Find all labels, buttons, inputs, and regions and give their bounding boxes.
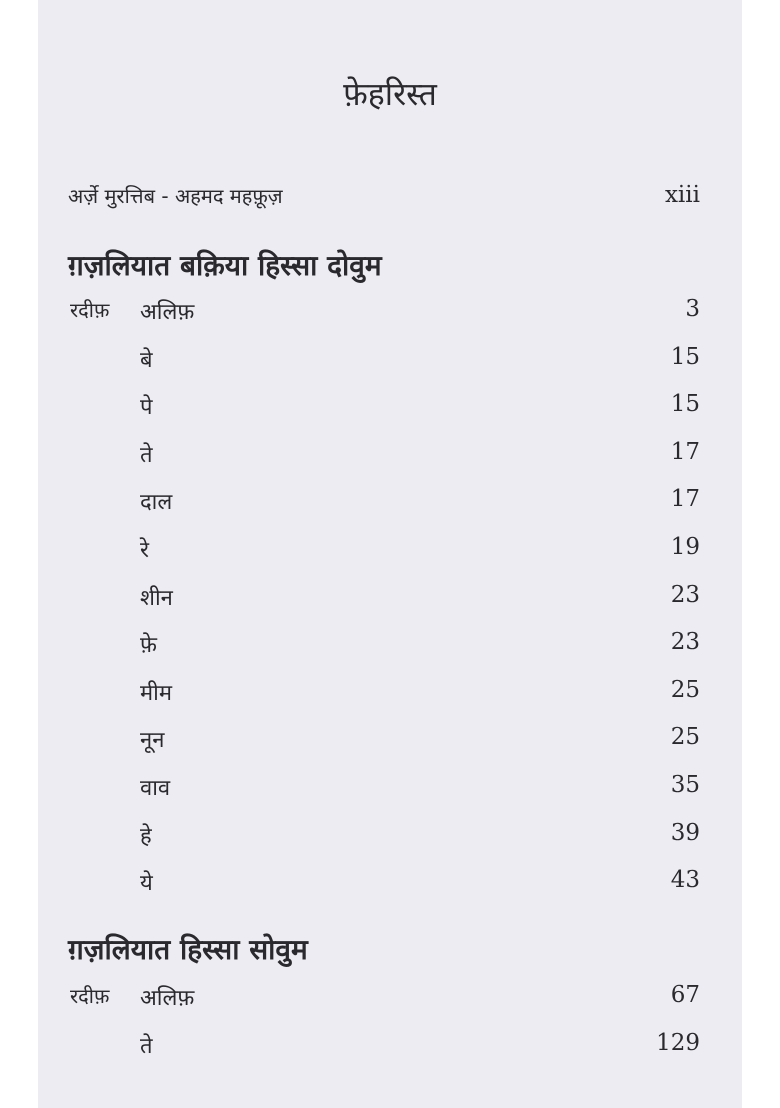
toc-entry-page: 19 [670,534,700,560]
toc-entry-page: 15 [670,391,700,418]
toc-entry [0,582,780,622]
toc-entry [0,1030,780,1070]
toc-entry-label: हे [140,823,152,849]
toc-entry-label: रे [140,538,149,563]
toc-entry-label: वाव [140,776,171,801]
toc-entry-page: 23 [670,581,700,608]
toc-entry-page: 15 [670,343,700,370]
toc-intro-row [0,182,780,222]
toc-entry [0,439,780,479]
toc-entry-page: 39 [670,819,700,846]
toc-entry-label: अलिफ़ [140,986,195,1011]
toc-entry-prefix: रदीफ़ [70,984,110,1008]
toc-entry [0,982,780,1022]
toc-entry [0,629,780,669]
toc-entry [0,867,780,907]
toc-entry-label: ते [140,1033,153,1059]
toc-entry-page: 23 [670,629,700,656]
toc-intro-page: xiii [664,182,700,208]
toc-entry [0,534,780,574]
toc-intro-label: अर्ज़े मुरत्तिब - अहमद महफ़ूज़ [68,184,283,208]
toc-entry-page: 17 [670,438,700,465]
section-heading: ग़ज़लियात हिस्सा सोवुम [68,933,308,966]
toc-entry [0,391,780,431]
toc-entry-page: 129 [656,1029,700,1056]
toc-entry [0,724,780,764]
toc-entry [0,344,780,384]
toc-entry-label: ये [140,871,153,897]
toc-entry-label: ते [140,442,153,468]
toc-entry [0,677,780,717]
toc-entry [0,820,780,860]
toc-entry-label: नून [140,728,165,754]
toc-entry-prefix: रदीफ़ [70,298,110,322]
toc-entry-page: 17 [670,486,700,513]
toc-entry-label: मीम [140,680,173,706]
toc-entry-page: 25 [670,676,700,703]
toc-entry-label: फ़े [140,633,157,659]
toc-entry-label: शीन [140,585,173,611]
toc-entry [0,486,780,526]
toc-entry-page: 35 [670,772,700,798]
toc-entry-label: दाल [140,490,173,516]
toc-entry-page: 25 [670,724,700,751]
toc-entry-label: पे [140,395,153,421]
toc-entry-label: बे [140,347,153,373]
toc-entry [0,296,780,336]
toc-entry-label: अलिफ़ [140,300,195,325]
toc-entry-page: 43 [670,867,700,894]
toc-entry-page: 67 [670,982,700,1008]
page-title: फ़ेहरिस्त [343,75,437,113]
section-heading: ग़ज़लियात बक़िया हिस्सा दोवुम [68,249,382,282]
toc-entry-page: 3 [685,296,700,322]
toc-entry [0,772,780,812]
